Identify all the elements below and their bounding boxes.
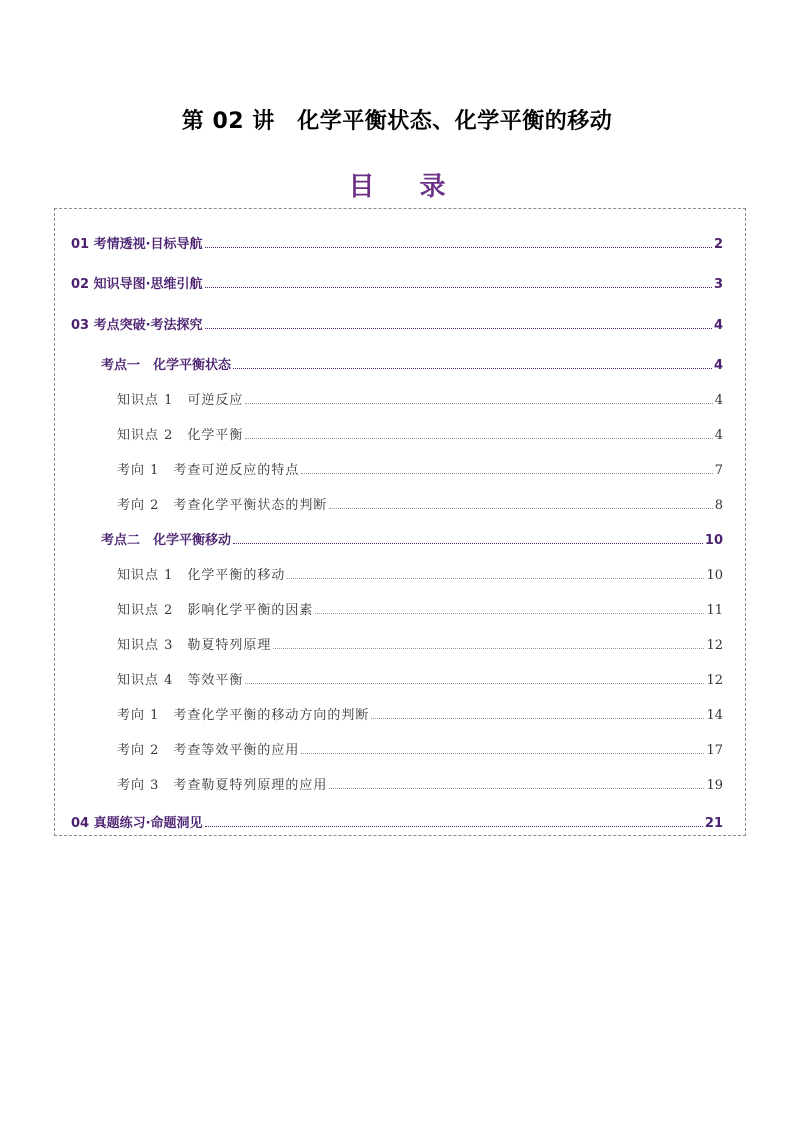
- toc-entry-page: 17: [706, 743, 723, 758]
- toc-entry-kaodian-1[interactable]: [55, 354, 723, 373]
- toc-entry-label: 03 考点突破·考法探究: [71, 318, 203, 333]
- toc-entry-label: 考点一 化学平衡状态: [101, 358, 232, 373]
- toc-entry-page: 7: [714, 463, 723, 478]
- toc-entry-kaodian-2[interactable]: [55, 529, 723, 548]
- toc-entry-label: 考向 1 考查化学平衡的移动方向的判断: [117, 708, 370, 723]
- toc-entry-label: 知识点 2 影响化学平衡的因素: [117, 603, 314, 618]
- toc-entry-01[interactable]: [55, 233, 723, 252]
- toc-entry-page: 11: [706, 603, 723, 618]
- toc-entry-label: 考向 1 考查可逆反应的特点: [117, 463, 300, 478]
- toc-leader: [245, 437, 712, 439]
- toc-entry-label: 考向 2 考查等效平衡的应用: [117, 743, 300, 758]
- toc-entry-label: 01 考情透视·目标导航: [71, 237, 203, 252]
- toc-leader: [329, 787, 704, 789]
- toc-entry-02[interactable]: [55, 273, 723, 292]
- toc-entry-zhishidian-1-1[interactable]: [55, 389, 723, 408]
- toc-entry-label: 知识点 1 化学平衡的移动: [117, 568, 286, 583]
- toc-entry-page: 12: [706, 638, 723, 653]
- toc-entry-label: 知识点 3 勒夏特列原理: [117, 638, 272, 653]
- toc-leader: [233, 367, 712, 369]
- toc-entry-label: 知识点 4 等效平衡: [117, 673, 244, 688]
- toc-entry-label: 考点二 化学平衡移动: [101, 533, 232, 548]
- toc-entry-label: 考向 2 考查化学平衡状态的判断: [117, 498, 328, 513]
- toc-entry-page: 2: [713, 237, 723, 252]
- toc-entry-page: 4: [713, 358, 723, 373]
- toc-leader: [329, 507, 712, 509]
- toc-box: [54, 208, 746, 836]
- toc-entry-zhishidian-2-1[interactable]: [55, 564, 723, 583]
- toc-entry-page: 8: [714, 498, 723, 513]
- toc-leader: [287, 577, 704, 579]
- toc-entry-03[interactable]: [55, 314, 723, 333]
- toc-leader: [205, 825, 703, 827]
- toc-leader: [205, 327, 712, 329]
- toc-entry-page: 19: [706, 778, 723, 793]
- toc-entry-page: 3: [713, 277, 723, 292]
- toc-entry-label: 考向 3 考查勒夏特列原理的应用: [117, 778, 328, 793]
- toc-entry-page: 21: [704, 816, 723, 831]
- toc-leader: [245, 682, 704, 684]
- toc-entry-kaoxiang-2-1[interactable]: [55, 704, 723, 723]
- toc-entry-label: 知识点 1 可逆反应: [117, 393, 244, 408]
- toc-entry-kaoxiang-2-2[interactable]: [55, 739, 723, 758]
- toc-entry-zhishidian-2-3[interactable]: [55, 634, 723, 653]
- toc-entry-page: 10: [706, 568, 723, 583]
- toc-leader: [233, 542, 703, 544]
- toc-entry-page: 10: [704, 533, 723, 548]
- toc-entry-page: 12: [706, 673, 723, 688]
- toc-leader: [245, 402, 712, 404]
- toc-entry-zhishidian-2-4[interactable]: [55, 669, 723, 688]
- toc-leader: [205, 286, 712, 288]
- toc-entry-04[interactable]: [55, 812, 723, 831]
- toc-leader: [273, 647, 704, 649]
- toc-entry-kaoxiang-1-2[interactable]: [55, 494, 723, 513]
- toc-entry-page: 4: [714, 393, 723, 408]
- toc-leader: [315, 612, 704, 614]
- toc-leader: [301, 752, 704, 754]
- toc-entry-label: 02 知识导图·思维引航: [71, 277, 203, 292]
- toc-entry-label: 04 真题练习·命题洞见: [71, 816, 203, 831]
- toc-leader: [205, 246, 712, 248]
- toc-leader: [371, 717, 704, 719]
- toc-entry-kaoxiang-2-3[interactable]: [55, 774, 723, 793]
- toc-leader: [301, 472, 712, 474]
- toc-entry-page: 4: [713, 318, 723, 333]
- toc-entry-kaoxiang-1-1[interactable]: [55, 459, 723, 478]
- toc-entry-page: 4: [714, 428, 723, 443]
- toc-entry-page: 14: [706, 708, 723, 723]
- toc-entry-zhishidian-1-2[interactable]: [55, 424, 723, 443]
- toc-entry-label: 知识点 2 化学平衡: [117, 428, 244, 443]
- page-title: 第 02 讲 化学平衡状态、化学平衡的移动: [181, 109, 613, 134]
- toc-entry-zhishidian-2-2[interactable]: [55, 599, 723, 618]
- toc-heading: 目 录: [348, 172, 464, 202]
